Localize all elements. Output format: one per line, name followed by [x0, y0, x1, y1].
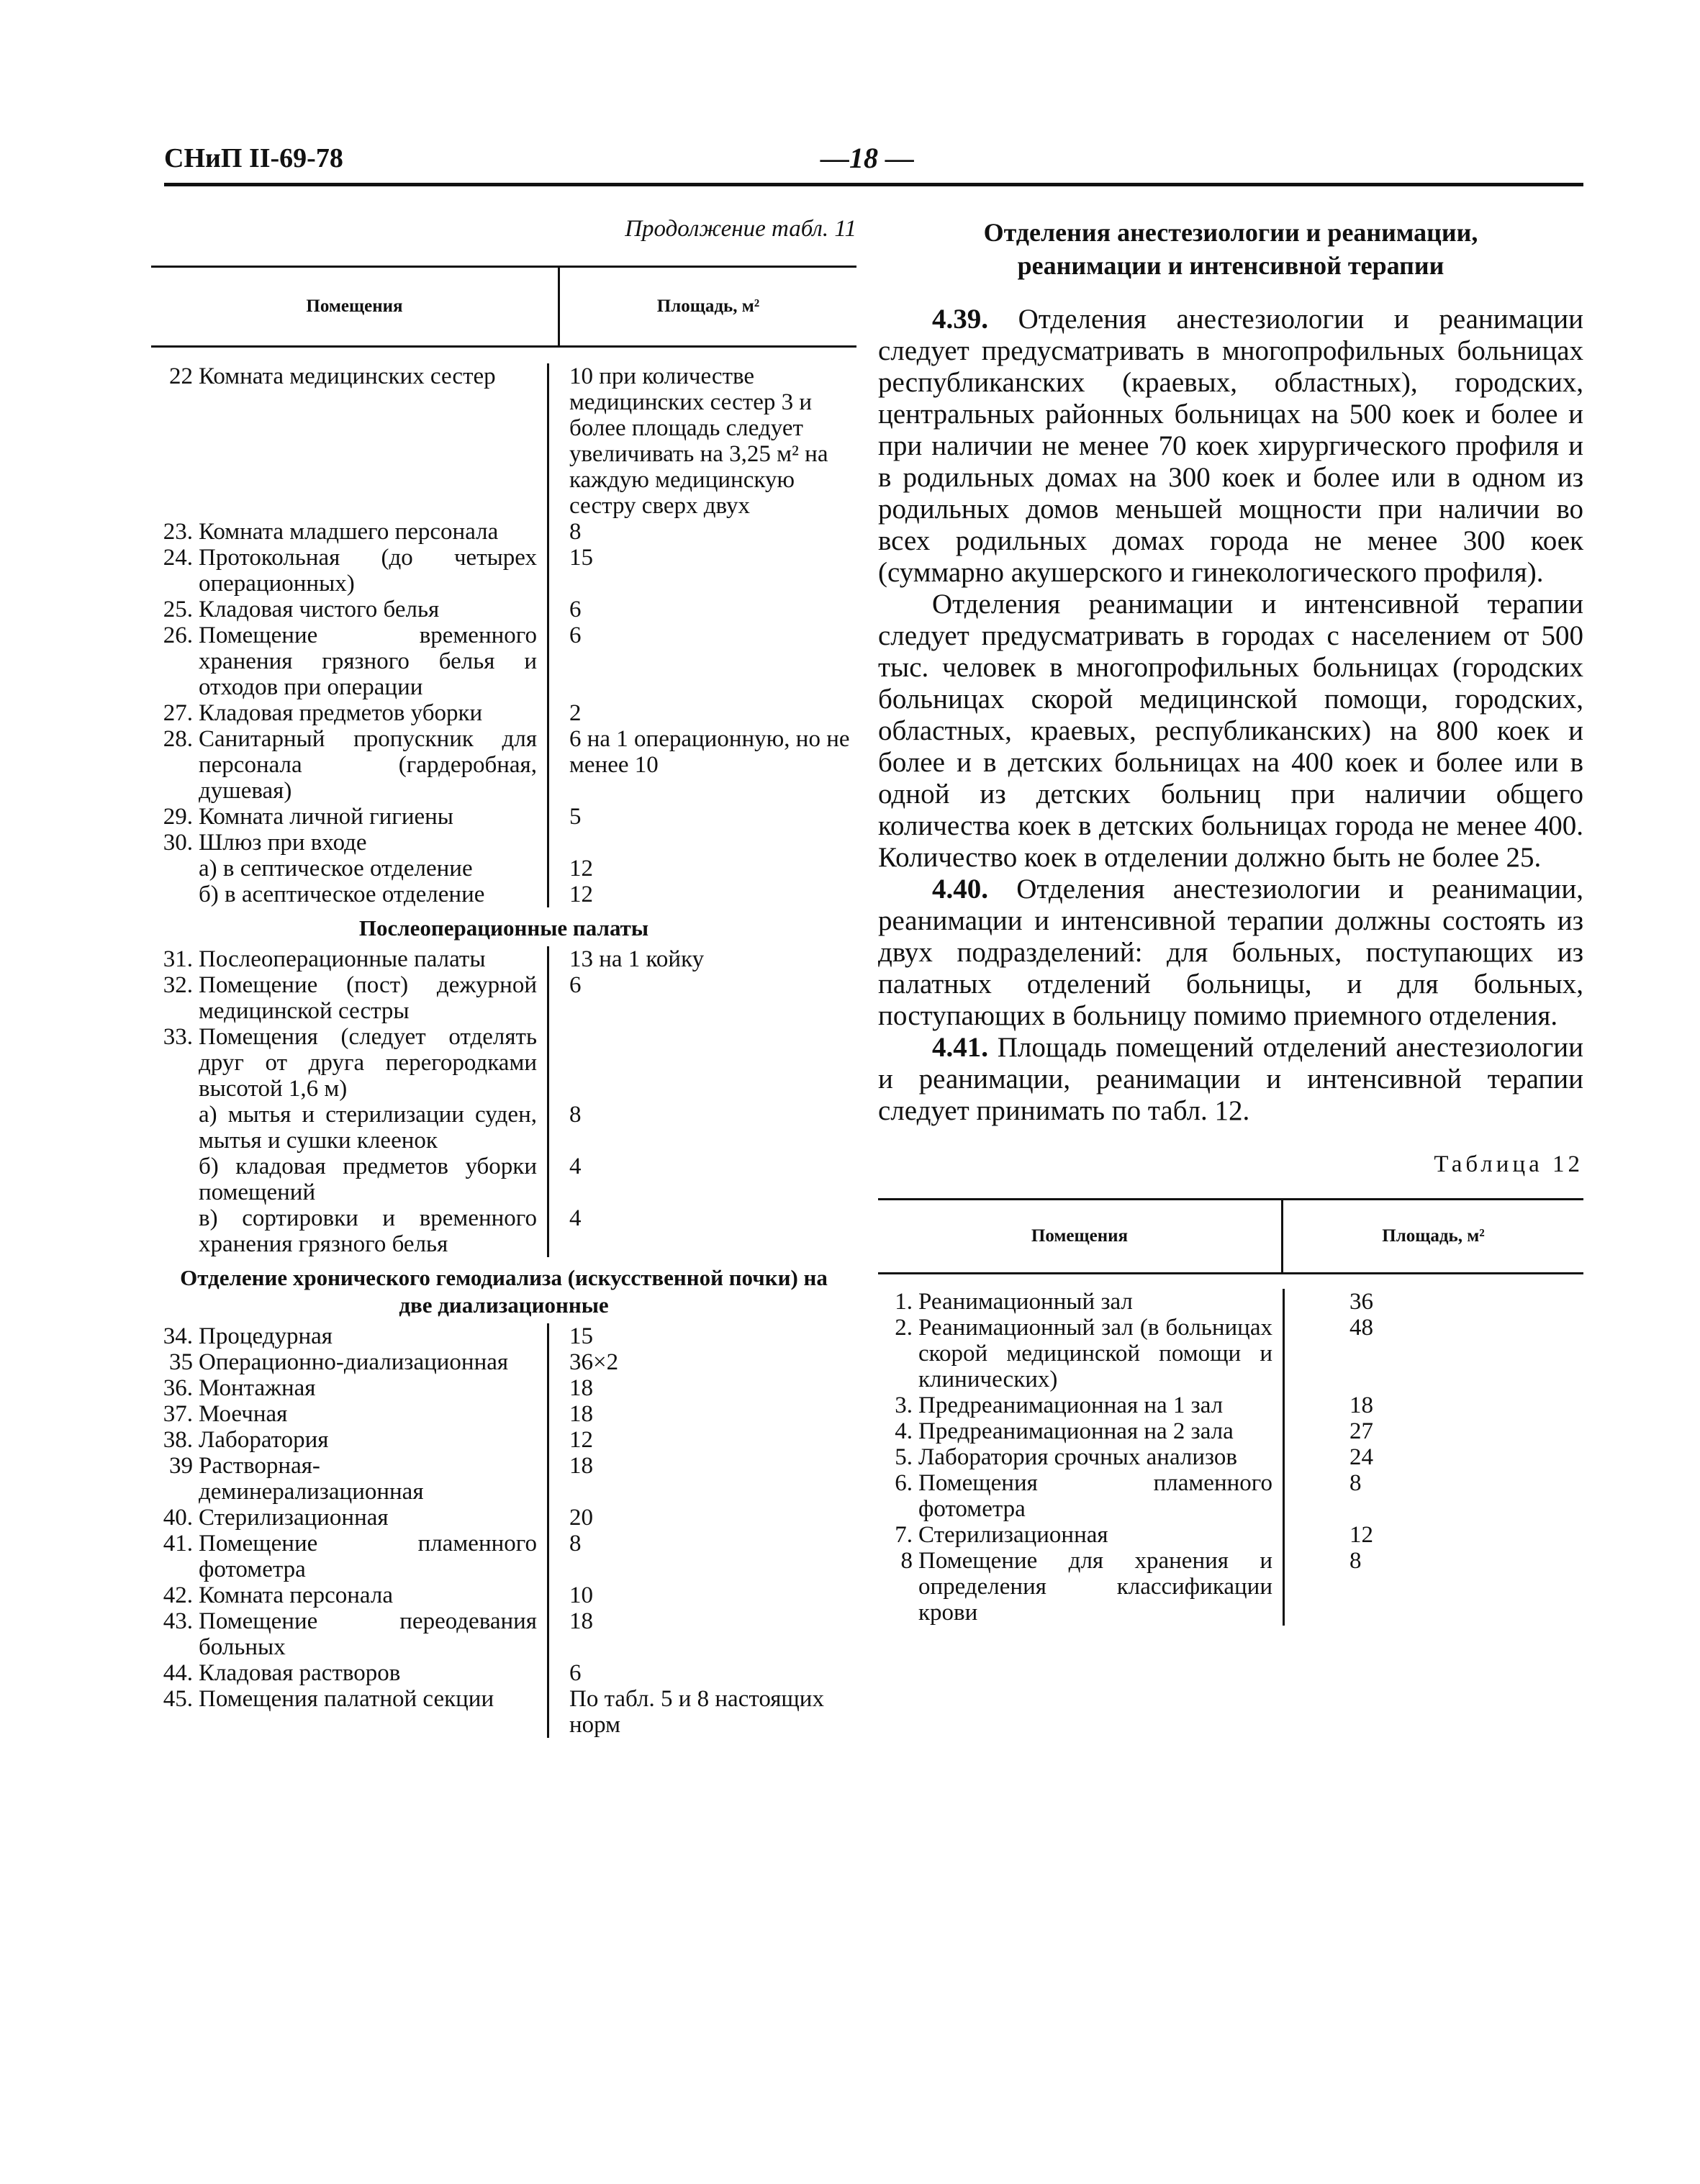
table-row [151, 363, 856, 519]
row-room: Помещение пламенного фотометра [199, 1531, 549, 1582]
section-title-line1: Отделения анестезиологии и реанимации, [983, 218, 1478, 247]
row-room: Шлюз при входе [199, 830, 549, 856]
row-number: 23. [163, 519, 193, 545]
row-number: 36. [163, 1375, 193, 1401]
table11-rows-a [151, 363, 856, 907]
row-area: 12 [569, 856, 593, 882]
row-room: Моечная [199, 1401, 549, 1427]
row-number: 1. [895, 1289, 913, 1315]
paragraph-number: 4.41. [932, 1032, 988, 1063]
row-room: Монтажная [199, 1375, 549, 1401]
row-room: Предреанимационная на 2 зала [918, 1418, 1285, 1444]
section-postop: Послеоперационные палаты [358, 915, 649, 941]
row-number: 33. [163, 1024, 193, 1050]
table-row [151, 1686, 856, 1738]
row-area: 5 [569, 804, 582, 830]
table-row [151, 1608, 856, 1660]
row-area: 15 [569, 545, 593, 571]
row-number [151, 1205, 199, 1257]
row-number: 27. [163, 700, 193, 726]
row-room: Процедурная [199, 1323, 549, 1349]
table-row [151, 1205, 856, 1257]
table-row [151, 1102, 856, 1154]
row-number: 39 [169, 1453, 193, 1479]
row-area: 24 [1349, 1444, 1373, 1470]
table-row [878, 1315, 1583, 1392]
row-number: 35 [169, 1349, 193, 1375]
row-area: 4 [569, 1205, 582, 1231]
left-column [151, 216, 856, 1738]
row-room: Растворная-деминерализационная [199, 1453, 549, 1505]
row-area: 12 [569, 1427, 593, 1453]
row-room: Лаборатория [199, 1427, 549, 1453]
row-number: 31. [163, 946, 193, 972]
row-area: 27 [1349, 1418, 1373, 1444]
row-number [151, 882, 199, 907]
paragraph-number: 4.40. [932, 874, 988, 905]
row-room: Стерилизационная [199, 1505, 549, 1531]
row-number: 45. [163, 1686, 193, 1712]
row-number: 3. [895, 1392, 913, 1418]
table-row [151, 700, 856, 726]
row-number: 4. [895, 1418, 913, 1444]
row-room: Лаборатория срочных анализов [918, 1444, 1285, 1470]
row-room: Помещение (пост) дежурной медицинской сестры [199, 972, 549, 1024]
paragraph-text: Отделения анестезиологии и реанимации, реанимации и интенсивной терапии должны состоять из двух подразделений: для больных, поступающих из палатных отделений больницы, и для больных, поступающих в больницу помимо приемного отделения. [878, 874, 1583, 1031]
row-room: Протокольная (до четырех операционных) [199, 545, 549, 597]
table-row [878, 1470, 1583, 1522]
row-area: 6 [569, 972, 582, 998]
row-area: 8 [569, 1531, 582, 1557]
table-row [878, 1444, 1583, 1470]
table-row [878, 1289, 1583, 1315]
table-row [151, 1582, 856, 1608]
row-number: 25. [163, 597, 193, 622]
table-row [151, 597, 856, 622]
paragraph-text: Отделения анестезиологии и реанимации следует предусматривать в многопрофильных больницах республиканских (краевых, областных), городских, центральных районных больницах на 500 коек и более и при наличии не менее 70 коек хирургического профиля и в родильных домах на 300 коек и более или в одном из родильных домов меньшей мощности при наличии во всех родильных домах города не менее 300 коек (суммарно акушерского и гинекологического профиля). [878, 304, 1583, 588]
row-room: Комната младшего персонала [199, 519, 549, 545]
row-number: 24. [163, 545, 193, 571]
row-room: Предреанимационная на 1 зал [918, 1392, 1285, 1418]
table-row [151, 830, 856, 856]
row-number: 29. [163, 804, 193, 830]
table12-header [878, 1198, 1583, 1274]
col-rooms-header: Помещения [878, 1200, 1283, 1272]
row-room: Операционно-диализационная [199, 1349, 549, 1375]
row-area: 6 [569, 622, 582, 648]
table-row [151, 946, 856, 972]
table-row [151, 545, 856, 597]
row-room: Стерилизационная [918, 1522, 1285, 1548]
row-area: 36 [1349, 1289, 1373, 1315]
table11-header [151, 266, 856, 348]
row-number: 34. [163, 1323, 193, 1349]
col-rooms-header: Помещения [151, 268, 560, 345]
table-row [151, 1323, 856, 1349]
table-row [151, 1375, 856, 1401]
paragraph-number: 4.39. [932, 304, 988, 335]
row-area: 18 [569, 1401, 593, 1427]
table-row [151, 804, 856, 830]
table11-rows-c [151, 1323, 856, 1738]
row-room: Реанимационный зал [918, 1289, 1285, 1315]
row-room: б) в асептическое отделение [199, 882, 549, 907]
right-column [878, 216, 1583, 1626]
row-area: 10 при количестве медицинских сестер 3 и более площадь следует увеличивать на 3,25 м² на каждую медицинскую сестру сверх двух [569, 363, 828, 519]
row-area: 8 [1349, 1470, 1362, 1496]
row-room: Санитарный пропускник для персонала (гардеробная, душевая) [199, 726, 549, 804]
row-number: 44. [163, 1660, 193, 1686]
table-row [151, 972, 856, 1024]
paragraph-4-39 [878, 304, 1583, 589]
row-number: 32. [163, 972, 193, 998]
row-room: Помещение временного хранения грязного белья и отходов при операции [199, 622, 549, 700]
row-room: Помещение переодевания больных [199, 1608, 549, 1660]
section-hemodialysis: Отделение хронического гемодиализа (искусственной почки) на две диализационные [180, 1265, 828, 1318]
row-number: 7. [895, 1522, 913, 1548]
row-number [151, 1102, 199, 1154]
table-row [878, 1392, 1583, 1418]
document-code: СНиП II-69-78 [164, 143, 343, 173]
row-room: Помещения пламенного фотометра [918, 1470, 1285, 1522]
row-area: 18 [569, 1375, 593, 1401]
section-title-line2: реанимации и интенсивной терапии [1017, 251, 1444, 280]
table-row [151, 1154, 856, 1205]
header-rule [164, 183, 1583, 186]
row-room: а) в септическое отделение [199, 856, 549, 882]
row-room: Кладовая предметов уборки [199, 700, 549, 726]
table11-rows-b [151, 946, 856, 1257]
row-room: Послеоперационные палаты [199, 946, 549, 972]
table-row [151, 1660, 856, 1686]
row-number: 43. [163, 1608, 193, 1634]
row-number: 22 [169, 363, 193, 389]
table-row [151, 1453, 856, 1505]
table12-label: Таблица 12 [1434, 1151, 1583, 1177]
table-row [151, 519, 856, 545]
row-number [151, 856, 199, 882]
paragraph-4-39-b: Отделения реанимации и интенсивной терапии следует предусматривать в городах с населением от 500 тыс. человек в многопрофильных больницах (городских больницах скорой медицинской помощи, городских, областных, краевых, республиканских) на 800 коек и более и в детских больницах на 400 коек и более или в одной из детских больниц при наличии общего количества коек в детских больницах города не менее 400. Количество коек в отделении должно быть не более 25. [878, 589, 1583, 873]
row-area: 6 [569, 597, 582, 622]
row-area: 8 [569, 1102, 582, 1128]
table-row [151, 1024, 856, 1102]
table-continuation-label: Продолжение табл. 11 [625, 216, 856, 242]
row-area: 8 [1349, 1548, 1362, 1574]
row-area: 36×2 [569, 1349, 619, 1375]
row-area [549, 1024, 856, 1102]
row-room: а) мытья и стерилизации суден, мытья и сушки клеенок [199, 1102, 549, 1154]
row-number: 6. [895, 1470, 913, 1496]
row-room: в) сортировки и временного хранения грязного белья [199, 1205, 549, 1257]
row-number: 26. [163, 622, 193, 648]
row-room: б) кладовая предметов уборки помещений [199, 1154, 549, 1205]
paragraph-4-40 [878, 874, 1583, 1032]
table-row [151, 882, 856, 907]
row-room: Комната медицинских сестер [199, 363, 549, 519]
paragraph-text: Площадь помещений отделений анестезиологии и реанимации, реанимации и интенсивной терапии следует принимать по табл. 12. [878, 1032, 1584, 1126]
row-number: 38. [163, 1427, 193, 1453]
row-number: 37. [163, 1401, 193, 1427]
row-number: 40. [163, 1505, 193, 1531]
row-number: 41. [163, 1531, 193, 1557]
table-row [878, 1548, 1583, 1626]
row-number: 8 [900, 1548, 913, 1574]
row-room: Помещения палатной секции [199, 1686, 549, 1738]
table-row [151, 1401, 856, 1427]
row-area: 18 [569, 1608, 593, 1634]
row-number: 28. [163, 726, 193, 752]
row-area: 12 [1349, 1522, 1373, 1548]
row-area: 12 [569, 882, 593, 907]
row-room: Кладовая чистого белья [199, 597, 549, 622]
table-row [151, 1531, 856, 1582]
row-room: Помещения (следует отделять друг от друга перегородками высотой 1,6 м) [199, 1024, 549, 1102]
row-number: 42. [163, 1582, 193, 1608]
row-number: 5. [895, 1444, 913, 1470]
row-area: 8 [569, 519, 582, 545]
row-area: 10 [569, 1582, 593, 1608]
row-area: 2 [569, 700, 582, 726]
row-area: 4 [569, 1154, 582, 1179]
row-number [151, 1154, 199, 1205]
row-area: 6 [569, 1660, 582, 1686]
row-area [549, 830, 856, 856]
table-row [151, 1349, 856, 1375]
table-row [151, 856, 856, 882]
row-area: 18 [1349, 1392, 1373, 1418]
table-row [878, 1418, 1583, 1444]
table-row [151, 1427, 856, 1453]
row-room: Реанимационный зал (в больницах скорой медицинской помощи и клинических) [918, 1315, 1285, 1392]
table-row [151, 726, 856, 804]
row-area: 15 [569, 1323, 593, 1349]
col-area-header: Площадь, м² [1382, 1226, 1485, 1246]
row-area: По табл. 5 и 8 настоящих норм [569, 1686, 824, 1738]
row-number: 30. [163, 830, 193, 856]
row-area: 6 на 1 операционную, но не менее 10 [569, 726, 850, 778]
row-room: Помещение для хранения и определения классификации крови [918, 1548, 1285, 1626]
row-area: 20 [569, 1505, 593, 1531]
row-room: Кладовая растворов [199, 1660, 549, 1686]
table-row [878, 1522, 1583, 1548]
row-room: Комната персонала [199, 1582, 549, 1608]
row-area: 18 [569, 1453, 593, 1479]
table-row [151, 622, 856, 700]
page-number: —18 — [820, 142, 914, 174]
row-area: 48 [1349, 1315, 1373, 1341]
row-number: 2. [895, 1315, 913, 1341]
table12-rows [878, 1274, 1583, 1626]
table-row [151, 1505, 856, 1531]
col-area-header: Площадь, м² [656, 296, 760, 316]
paragraph-4-41 [878, 1032, 1583, 1127]
row-room: Комната личной гигиены [199, 804, 549, 830]
row-area: 13 на 1 койку [569, 946, 705, 972]
